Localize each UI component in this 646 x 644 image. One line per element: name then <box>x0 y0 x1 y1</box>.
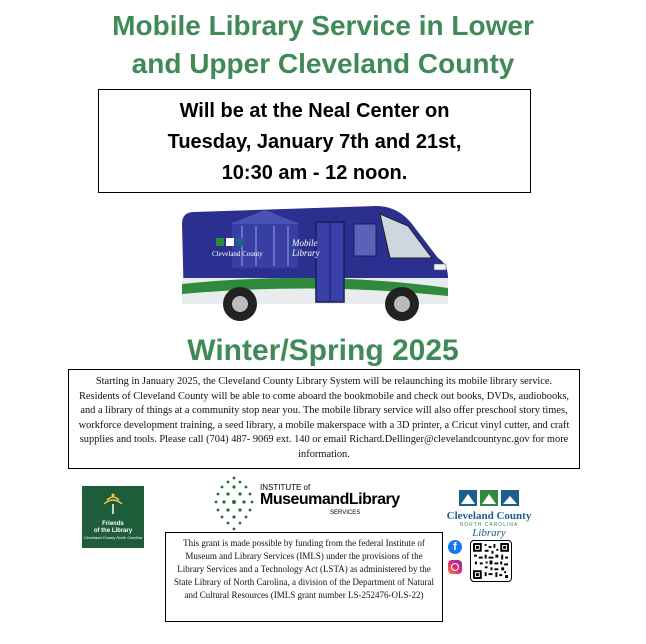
ccl-state: NORTH CAROLINA <box>459 522 519 528</box>
bookmobile-van-image <box>176 200 458 328</box>
van-side-text-1: Mobile <box>292 238 318 248</box>
ccl-mountains-icon <box>459 488 519 508</box>
ccl-name: Cleveland County <box>446 510 532 522</box>
friends-of-the-library-logo <box>82 486 144 548</box>
qr-code-icon[interactable] <box>470 540 512 582</box>
imls-dots-icon <box>210 474 256 534</box>
event-line-2: Tuesday, January 7th and 21st, <box>167 131 462 153</box>
friends-sub: Cleveland County North Carolina <box>83 535 143 540</box>
description-text: Starting in January 2025, the Cleveland County Library System will be relaunching its mobile library service. Residents of Cleveland County will be able to come aboard the bookmobile and check out books, DVDs, audiobooks, and a library of things at a community stop near you. The mobile library service will also offer preschool story times, workforce development training, a seed library, a mobile makerspace with a 3D printer, a Cricut vinyl cutter, and craft supplies and tools. Please call (704) 487- 9069 ext. 140 or email Richard.Dellinger@clevelandcountync.gov for more information. <box>78 376 570 460</box>
tree-icon <box>98 492 128 516</box>
cleveland-county-library-logo <box>440 488 538 538</box>
grant-text: This grant is made possible by funding from the federal Institute of Museum and Library Services (IMLS) under the provisions of the Library Services and a Technology Act (LSTA) as administered by the State Library of North Carolina, a division of the Department of Natural and Cultural Resources (IMLS grant number LS-252476-OLS-22) <box>174 538 434 600</box>
grant-box <box>165 532 443 622</box>
instagram-icon[interactable] <box>448 560 462 574</box>
season-heading: Winter/Spring 2025 <box>187 334 459 367</box>
imls-logo <box>210 474 400 534</box>
imls-line-3: SERVICES <box>330 510 361 516</box>
facebook-icon[interactable]: f <box>448 540 462 554</box>
event-line-3: 10:30 am - 12 noon. <box>221 162 408 184</box>
event-line-1: Will be at the Neal Center on <box>179 100 450 122</box>
friends-line-1: Friends <box>102 521 124 527</box>
friends-line-2: of the Library <box>93 528 133 534</box>
van-brand-text: Cleveland County <box>212 250 263 258</box>
description-box <box>68 369 580 469</box>
event-box <box>98 89 531 193</box>
imls-line-2: MuseumandLibrary <box>260 491 400 508</box>
ccl-library: Library <box>472 527 506 539</box>
title-line-2: and Upper Cleveland County <box>131 48 515 79</box>
title-line-1: Mobile Library Service in Lower <box>112 10 534 41</box>
imls-line-1: INSTITUTE of <box>260 483 311 492</box>
van-side-text-2: Library <box>292 248 320 258</box>
